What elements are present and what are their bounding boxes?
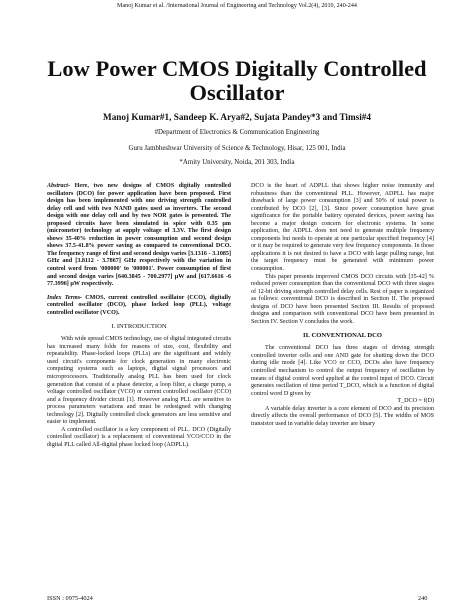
left-column bbox=[47, 183, 231, 450]
right-paragraph-1: DCO is the heart of ADPLL that shows higher noise immunity and robustness than the conventional PLL. However, ADPLL has major drawback of large power consumption [3] and 50% of total power is contributed by DCO [2], [3]. Since power consumption have great significance for the portable battery operated devices, power saving has become a major design concern for electronic systems. In some application, the ADPLL does not need to generate multiple frequency components but needs to operate at one particular specified frequency [4] or it may be required to generate very few frequency components. In those applications it is not desired to have a DCO with large pulling range, but the target frequency must be generated with minimum power consumption. bbox=[251, 183, 434, 273]
affiliation-university: Guru Jambheshwar University of Science & Technology, Hisar, 125 001, India bbox=[128, 145, 346, 152]
footer-issn: ISSN : 0975-4024 bbox=[47, 595, 93, 602]
conventional-paragraph-1: The conventional DCO has three stages of driving strength controlled inverter cells and one AND gate for shutting down the DCO during idle mode [4]. Like VCO or CCO, DCOs also have frequency controlled mechanism to control the output frequency of oscillation by means of digital control word applied at the control input of DCO. Circuit generates oscillation of time period T_DCO, which is a function of digital control word D given by bbox=[251, 345, 434, 397]
title-line-1: Low Power CMOS Digitally Controlled bbox=[47, 56, 427, 81]
abstract-text: Here, two new designs of CMOS digitally controlled oscillators (DCO) for power application have been proposed. First design has been implemented with one driving strength controlled delay cell and with two NAND gates used as inverters. The second design with one delay cell and by two NOR gates is presented. The proposed circuits have been simulated in spice with 0.35 µm (micrometer) technology at supply voltage of 3.3V. The first design shows 35-40% reduction in power consumption and second design shows 37.5-41.8% power saving as compared to conventional DCO. The frequency range of first and second design varies [3.1316 - 3.1085] GHz and [3.8112 - 3.7867] GHz respectively with the variation in control word from '000000' to '000001'. Power consumption of first and second design varies [640.3845 - 700.2977] µW and [617.6616 -6 77.3996] µW respectively. bbox=[47, 183, 231, 288]
paper-title bbox=[0, 57, 474, 105]
conventional-paragraph-2: A variable delay inverter is a core element of DCO and its precision directly affects the overall performance of DCO [5]. The widths of MOS transistor used in variable delay inverter are binary bbox=[251, 405, 434, 427]
index-terms bbox=[47, 295, 231, 318]
affiliation-amity: *Amity University, Noida, 201 303, India bbox=[179, 159, 295, 166]
section-heading-introduction: I. INTRODUCTION bbox=[111, 323, 167, 331]
intro-paragraph-2: A controlled oscillator is a key component of PLL. DCO (Digitally controlled oscillator) is a replacement of conventional VCO/CCO in the digital PLL called All-digital phase locked loop (ADPLL). bbox=[47, 426, 231, 448]
affiliation-department: #Department of Electronics & Communication Engineering bbox=[154, 129, 320, 136]
index-terms-label: Index Terms- bbox=[47, 294, 83, 301]
running-header: Manoj Kumar et al. /International Journal of Engineering and Technology Vol.2(4), 2010, 240-244 bbox=[117, 3, 357, 9]
abstract-label: Abstract- bbox=[47, 183, 71, 189]
abstract bbox=[47, 183, 231, 289]
index-terms-text: CMOS, current controlled oscillator (CCO), digitally controlled oscillator (DCO), phase locked loop (PLL), voltage controlled oscillator (VCO). bbox=[47, 294, 231, 316]
intro-paragraph-1: With wide spread CMOS technology, use of digital integrated circuits has increased many folds for reasons of size, cost, flexibility and repeatability. Phase-locked loops (PLLs) are the significant and widely used circuit's components for clock generation in many electronic computing systems such as laptops, digital signal processors and microprocessors. Traditionally analog PLL has been used for clock generation that consist of a phase detector, a loop filter, a charge pump, a voltage controlled oscillator (VCO) or current controlled oscillator (CCO) and a frequency divider circuit [1]. However analog PLL are sensitive to process parameters variations and must be redesigned with changing technology [2]. Digitally controlled clock generators are less sensitive and easier to implement. bbox=[47, 336, 231, 426]
right-paragraph-2: This paper presents improved CMOS DCO circuits with [35-42] % reduced power consumption than the conventional DCO with three stages of 12-bit driving strength controlled delay cells. Rest of paper is organized as follows: conventional DCO is described in Section II. The proposed designs of DCO have been presented Section III. Results of proposed designs and comparison with conventional DCO have been presented in Section IV. Section V concludes the work. bbox=[251, 273, 434, 325]
title-line-2: Oscillator bbox=[189, 80, 285, 105]
section-heading-conventional-dco: II. CONVENTIONAL DCO bbox=[303, 332, 382, 340]
right-column bbox=[251, 183, 434, 428]
equation-tdco: T_DCO = f(D) bbox=[397, 398, 434, 405]
author-list: Manoj Kumar#1, Sandeep K. Arya#2, Sujata Pandey*3 and Timsi#4 bbox=[103, 112, 371, 122]
footer-page-number: 240 bbox=[418, 595, 428, 602]
